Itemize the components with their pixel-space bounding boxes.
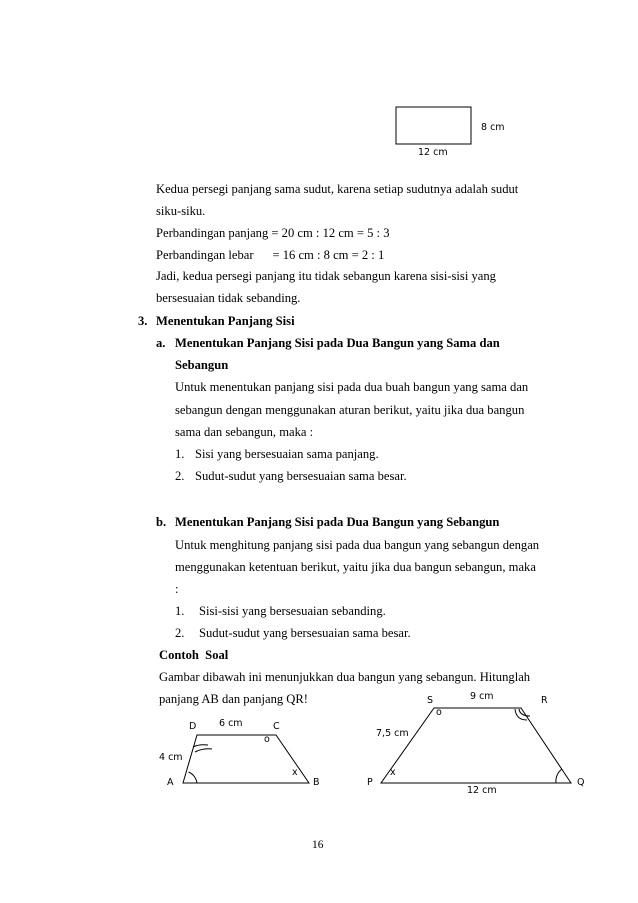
vertex-c-label: C — [273, 721, 280, 732]
subsection-a-item-2-marker: 2. — [175, 469, 185, 483]
vertex-p-label: P — [367, 777, 373, 788]
subsection-b-body-3: : — [175, 582, 179, 596]
side-ad-label: 4 cm — [159, 752, 183, 763]
side-pq-label: 12 cm — [467, 785, 497, 796]
side-ps-label: 7,5 cm — [376, 728, 409, 739]
subsection-a-marker: a. — [156, 336, 166, 350]
subsection-b-item-2-text: Sudut-sudut yang bersesuaian sama besar. — [199, 626, 411, 640]
subsection-b-item-2-marker: 2. — [175, 626, 185, 640]
angle-mark-a — [189, 772, 198, 783]
rect-height-label: 8 cm — [481, 122, 505, 133]
subsection-a-body-3: sama dan sebangun, maka : — [175, 425, 314, 439]
vertex-s-label: S — [427, 695, 434, 706]
angle-s-label: o — [436, 707, 442, 718]
example-title: Contoh Soal — [159, 648, 229, 662]
intro-line-3: Perbandingan panjang = 20 cm : 12 cm = 5 : 3 — [156, 226, 390, 240]
vertex-r-label: R — [541, 695, 548, 706]
trapezoid-abcd — [183, 735, 309, 783]
page-number: 16 — [312, 839, 324, 851]
intro-line-5: Jadi, kedua persegi panjang itu tidak sebangun karena sisi-sisi yang — [156, 269, 496, 283]
subsection-b-title: Menentukan Panjang Sisi pada Dua Bangun yang Sebangun — [175, 515, 500, 529]
vertex-d-label: D — [189, 721, 197, 732]
trapezoid-pqrs-shape — [381, 708, 571, 783]
subsection-b-item-1-text: Sisi-sisi yang bersesuaian sebanding. — [199, 604, 386, 618]
trapezoid-abcd-shape — [183, 735, 309, 783]
vertex-b-label: B — [313, 777, 320, 788]
subsection-a-item-2-text: Sudut-sudut yang bersesuaian sama besar. — [195, 469, 407, 483]
angle-mark-d — [193, 745, 212, 752]
angle-p-label: x — [390, 767, 396, 778]
section3-number: 3. — [138, 314, 148, 328]
angle-b-label: x — [292, 767, 298, 778]
subsection-a-item-1-marker: 1. — [175, 447, 185, 461]
subsection-a-title-line2: Sebangun — [175, 358, 229, 372]
subsection-b-body-2: menggunakan ketentuan berikut, yaitu jika dua bangun sebangun, maka — [175, 560, 536, 574]
subsection-a-title-line1: Menentukan Panjang Sisi pada Dua Bangun yang Sama dan — [175, 336, 500, 350]
vertex-q-label: Q — [577, 777, 585, 788]
intro-line-2: siku-siku. — [156, 204, 206, 218]
subsection-b-marker: b. — [156, 515, 167, 529]
side-dc-label: 6 cm — [219, 718, 243, 729]
side-sr-label: 9 cm — [470, 691, 494, 702]
subsection-b-body-1: Untuk menghitung panjang sisi pada dua bangun yang sebangun dengan — [175, 538, 540, 552]
trapezoid-pqrs — [381, 708, 571, 783]
subsection-a-body-2: sebangun dengan menggunakan aturan berikut, yaitu jika dua bangun — [175, 403, 525, 417]
angle-mark-q — [556, 769, 562, 783]
example-line-1: Gambar dibawah ini menunjukkan dua bangun yang sebangun. Hitunglah — [159, 670, 531, 684]
angle-c-label: o — [264, 734, 270, 745]
intro-line-1: Kedua persegi panjang sama sudut, karena setiap sudutnya adalah sudut — [156, 182, 519, 196]
subsection-a-body-1: Untuk menentukan panjang sisi pada dua buah bangun yang sama dan — [175, 380, 529, 394]
vertex-a-label: A — [167, 777, 174, 788]
subsection-a-item-1-text: Sisi yang bersesuaian sama panjang. — [195, 447, 379, 461]
intro-line-4: Perbandingan lebar = 16 cm : 8 cm = 2 : 1 — [156, 248, 385, 262]
rectangle-shape — [396, 107, 471, 144]
subsection-b-item-1-marker: 1. — [175, 604, 185, 618]
example-line-2: panjang AB dan panjang QR! — [159, 692, 308, 706]
rect-width-label: 12 cm — [418, 147, 448, 158]
section3-title: Menentukan Panjang Sisi — [156, 314, 295, 328]
intro-line-6: bersesuaian tidak sebanding. — [156, 291, 301, 305]
